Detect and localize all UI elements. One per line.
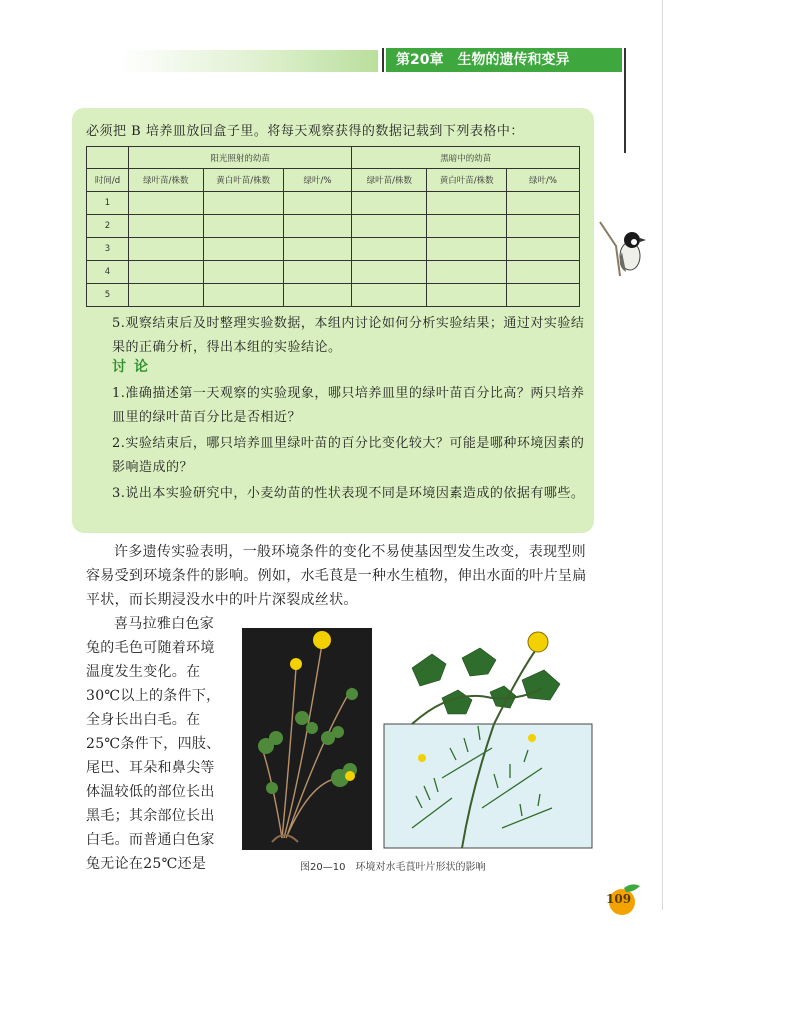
chapter-header bbox=[386, 48, 622, 72]
discussion-title: 讨论 bbox=[112, 359, 156, 375]
header-gradient-bar bbox=[120, 50, 378, 72]
table-row bbox=[87, 261, 580, 284]
chapter-number: 第20章 bbox=[396, 52, 444, 68]
column-header: 黄白叶苗/株数 bbox=[427, 169, 507, 192]
body-paragraph-1: 许多遗传实验表明，一般环境条件的变化不易使基因型发生改变，表现型则容易受到环境条件的影响。例如，水毛茛是一种水生植物，伸出水面的叶片呈扁平状，而长期浸没水中的叶片深裂成丝状。 bbox=[86, 544, 587, 608]
header-corner-line bbox=[382, 48, 384, 72]
row-label: 4 bbox=[87, 261, 129, 284]
body-paragraph-2: 喜马拉雅白色家兔的毛色可随着环境温度发生变化。在30℃以上的条件下，全身长出白毛。在25℃条件下，四肢、尾巴、耳朵和鼻尖等体温较低的部位长出黑毛；其余部位长出白毛。而普通白色家兔无论在25℃还是 bbox=[86, 616, 221, 872]
row-label: 5 bbox=[87, 284, 129, 307]
column-header: 绿叶苗/株数 bbox=[352, 169, 427, 192]
page-number: 109 bbox=[606, 892, 632, 906]
leaf-shape-drawing bbox=[382, 628, 594, 850]
header-vertical-rule bbox=[624, 48, 626, 153]
row-label: 2 bbox=[87, 215, 129, 238]
column-header: 黄白叶苗/株数 bbox=[203, 169, 283, 192]
step-5-text: 5.观察结束后及时整理实验数据，本组内讨论如何分析实验结果；通过对实验结果的正确分析，得出本组的实验结论。 bbox=[112, 316, 585, 355]
question-3: 3.说出本实验研究中，小麦幼苗的性状表现不同是环境因素造成的依据有哪些。 bbox=[112, 486, 585, 501]
page-edge-rule bbox=[662, 0, 663, 910]
row-label: 1 bbox=[87, 192, 129, 215]
table-row bbox=[87, 238, 580, 261]
chapter-title: 生物的遗传和变异 bbox=[457, 52, 570, 68]
panel-intro-text: 必须把 B 培养皿放回盒子里。将每天观察获得的数据记载到下列表格中： bbox=[86, 124, 524, 139]
bird-icon bbox=[596, 216, 646, 280]
table-corner-cell bbox=[87, 147, 129, 169]
table-row bbox=[87, 215, 580, 238]
row-label: 3 bbox=[87, 238, 129, 261]
group-header-sunlight: 阳光照射的幼苗 bbox=[128, 147, 352, 169]
column-header: 绿叶/% bbox=[283, 169, 352, 192]
column-header: 绿叶/% bbox=[507, 169, 580, 192]
question-1: 1.准确描述第一天观察的实验现象，哪只培养皿里的绿叶苗百分比高？两只培养皿里的绿叶苗百分比是否相近？ bbox=[112, 386, 585, 425]
group-header-dark: 黑暗中的幼苗 bbox=[352, 147, 580, 169]
column-header: 绿叶苗/株数 bbox=[128, 169, 203, 192]
column-header: 时间/d bbox=[87, 169, 129, 192]
plant-photo-image bbox=[242, 628, 372, 850]
table-row bbox=[87, 192, 580, 215]
figure-caption: 图20—10 环境对水毛茛叶片形状的影响 bbox=[300, 862, 486, 873]
experiment-panel bbox=[72, 108, 594, 533]
question-2: 2.实验结束后，哪只培养皿里绿叶苗的百分比变化较大？可能是哪种环境因素的影响造成的？ bbox=[112, 436, 585, 475]
observation-table bbox=[86, 146, 580, 307]
table-row bbox=[87, 284, 580, 307]
